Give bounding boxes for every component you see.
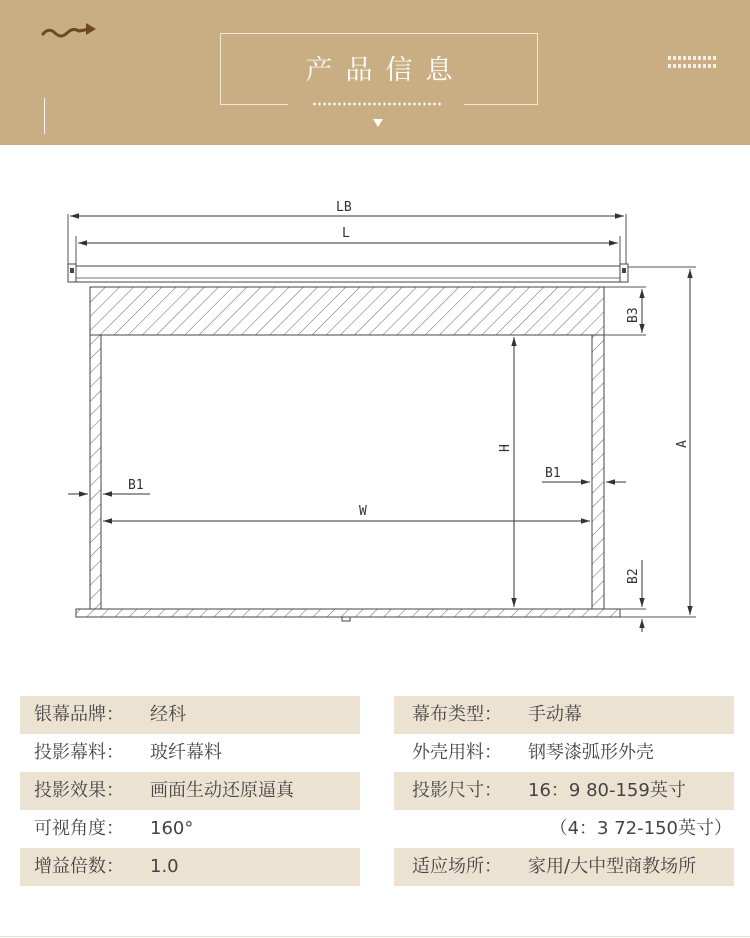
wave-arrow-icon	[40, 18, 100, 42]
label-b3: B3	[626, 307, 641, 323]
spec-label: 幕布类型：	[412, 704, 502, 725]
dotted-divider	[312, 102, 442, 106]
spec-label: 适应场所：	[412, 856, 502, 877]
label-w: W	[359, 504, 367, 519]
spec-row	[394, 734, 734, 772]
spec-label: 外壳用料：	[412, 742, 502, 763]
decorative-line	[44, 98, 45, 134]
spec-value: （4：3 72-150英寸）	[549, 818, 732, 839]
spec-label: 投影幕料：	[34, 742, 124, 763]
spec-label: 投影尺寸：	[412, 780, 502, 801]
spec-row	[394, 772, 734, 810]
spec-row	[20, 810, 360, 848]
spec-row	[20, 734, 360, 772]
screen-dimension-diagram	[0, 180, 750, 650]
spec-row	[394, 848, 734, 886]
spec-row	[394, 696, 734, 734]
label-b2: B2	[626, 568, 641, 584]
spec-row	[20, 772, 360, 810]
spec-value: 16：9 80-159英寸	[528, 780, 686, 801]
spec-label: 可视角度：	[34, 818, 124, 839]
spec-row	[394, 810, 734, 848]
down-arrow-icon	[373, 119, 383, 127]
spec-label: 投影效果：	[34, 780, 124, 801]
label-l: L	[342, 226, 350, 241]
spec-label: 增益倍数：	[34, 856, 124, 877]
label-b1-right: B1	[545, 466, 561, 481]
spec-value: 经科	[150, 704, 186, 725]
spec-value: 1.0	[150, 856, 179, 877]
label-a: A	[675, 440, 690, 448]
spec-value: 钢琴漆弧形外壳	[528, 742, 654, 763]
dot-grid-icon	[668, 56, 716, 72]
page-title: 产品信息	[305, 55, 466, 86]
spec-value: 160°	[150, 818, 194, 839]
spec-value: 画面生动还原逼真	[150, 780, 294, 801]
bottom-divider	[0, 936, 750, 937]
dimension-drawing	[0, 180, 750, 650]
spec-row	[20, 696, 360, 734]
label-h: H	[498, 444, 513, 452]
header-banner	[0, 0, 750, 145]
spec-value: 玻纤幕料	[150, 742, 222, 763]
label-lb: LB	[336, 200, 352, 215]
spec-label: 银幕品牌：	[34, 704, 124, 725]
spec-value: 家用/大中型商教场所	[528, 856, 697, 877]
spec-row	[20, 848, 360, 886]
label-b1-left: B1	[128, 478, 144, 493]
spec-value: 手动幕	[528, 704, 582, 725]
